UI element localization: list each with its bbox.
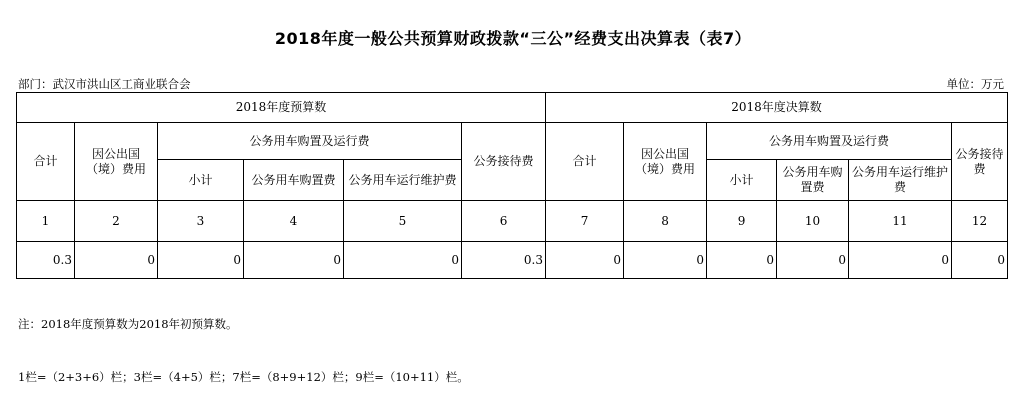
index-cell: 9 (707, 201, 777, 242)
group-header-row (17, 93, 1008, 123)
index-cell: 8 (624, 201, 707, 242)
index-cell: 6 (462, 201, 546, 242)
unit-label: 单位：万元 (946, 77, 1004, 91)
three-public-expenses-table (16, 92, 1008, 279)
final-subtotal-header: 小计 (707, 160, 777, 201)
value-cell: 0 (546, 242, 624, 279)
budget-group-header: 2018年度预算数 (17, 93, 546, 123)
final-group-header: 2018年度决算数 (546, 93, 1008, 123)
value-cell: 0 (624, 242, 707, 279)
column-index-row (17, 201, 1008, 242)
index-cell: 12 (952, 201, 1008, 242)
budget-vehicle-group-header: 公务用车购置及运行费 (158, 123, 462, 160)
value-cell: 0 (244, 242, 344, 279)
budget-total-header: 合计 (17, 123, 75, 201)
final-vehicle-group-header: 公务用车购置及运行费 (707, 123, 952, 160)
value-cell: 0 (952, 242, 1008, 279)
value-cell: 0.3 (17, 242, 75, 279)
value-cell: 0 (158, 242, 244, 279)
value-cell: 0.3 (462, 242, 546, 279)
budget-vehicle-purchase-header: 公务用车购置费 (244, 160, 344, 201)
page-title: 2018年度一般公共预算财政拨款“三公”经费支出决算表（表7） (274, 29, 752, 48)
final-travel-header: 因公出国（境）费用 (624, 123, 707, 201)
budget-reception-header: 公务接待费 (462, 123, 546, 201)
value-cell: 0 (344, 242, 462, 279)
index-cell: 4 (244, 201, 344, 242)
budget-vehicle-operation-header: 公务用车运行维护费 (344, 160, 462, 201)
budget-note: 注：2018年度预算数为2018年初预算数。 (18, 317, 238, 331)
index-cell: 11 (849, 201, 952, 242)
value-row (17, 242, 1008, 279)
final-vehicle-operation-header: 公务用车运行维护费 (849, 160, 952, 201)
index-cell: 10 (777, 201, 849, 242)
final-total-header: 合计 (546, 123, 624, 201)
final-vehicle-purchase-header: 公务用车购置费 (777, 160, 849, 201)
index-cell: 7 (546, 201, 624, 242)
formula-note: 1栏=（2+3+6）栏；3栏=（4+5）栏；7栏=（8+9+12）栏；9栏=（10+11）栏。 (18, 370, 469, 384)
budget-travel-header: 因公出国（境）费用 (75, 123, 158, 201)
index-cell: 1 (17, 201, 75, 242)
final-reception-header: 公务接待费 (952, 123, 1008, 201)
index-cell: 5 (344, 201, 462, 242)
department-label: 部门：武汉市洪山区工商业联合会 (18, 77, 191, 91)
value-cell: 0 (777, 242, 849, 279)
column-header-row (17, 123, 1008, 160)
value-cell: 0 (849, 242, 952, 279)
index-cell: 3 (158, 201, 244, 242)
index-cell: 2 (75, 201, 158, 242)
value-cell: 0 (707, 242, 777, 279)
budget-subtotal-header: 小计 (158, 160, 244, 201)
value-cell: 0 (75, 242, 158, 279)
